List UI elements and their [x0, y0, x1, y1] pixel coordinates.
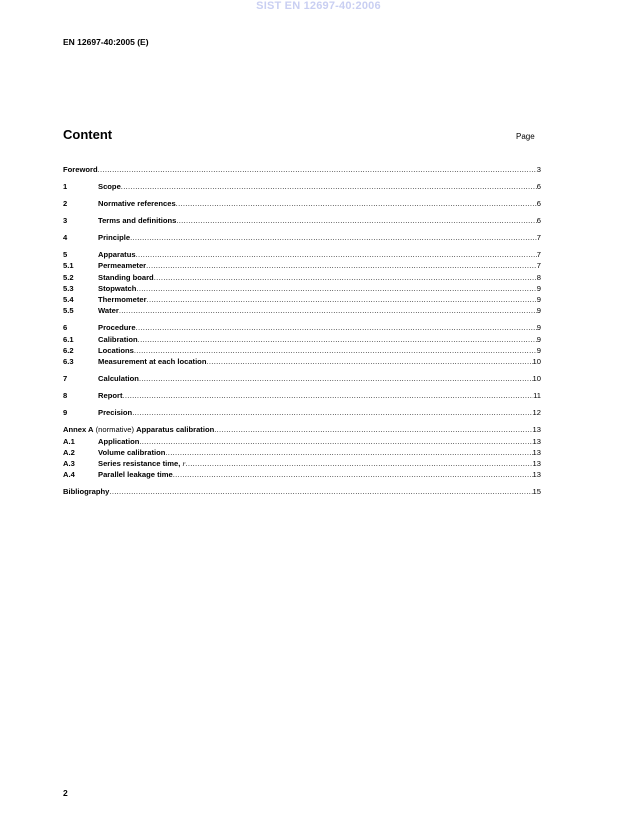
toc-title: Content	[63, 127, 113, 142]
toc-entry-principle[interactable]	[63, 232, 541, 243]
toc-entry-title: Report	[98, 391, 123, 401]
toc-entry-number: A.4	[63, 470, 75, 480]
toc-entry-title: Calibration	[98, 334, 138, 344]
toc-entry-number: 3	[63, 215, 68, 225]
toc-leader	[214, 424, 532, 435]
toc-entry-number: 9	[63, 408, 68, 418]
toc-entry-number: 6	[63, 323, 68, 333]
toc-entry-application[interactable]	[63, 436, 541, 447]
table-of-contents	[63, 164, 541, 498]
toc-leader	[122, 390, 533, 401]
toc-entry-title: Calculation	[98, 374, 139, 384]
watermark: SIST EN 12697-40:2006	[256, 0, 381, 12]
toc-entry-number: 6.1	[63, 334, 74, 344]
toc-entry-page: 7	[536, 261, 541, 271]
toc-entry-page: 6	[536, 215, 541, 225]
annex-title: Apparatus calibration	[136, 425, 215, 435]
toc-entry-normative-references[interactable]	[63, 198, 541, 209]
toc-entry-page: 13	[532, 436, 541, 446]
toc-entry-number: 8	[63, 391, 68, 401]
toc-entry-title: Parallel leakage time	[98, 470, 173, 480]
toc-entry-calibration[interactable]	[63, 334, 541, 345]
toc-entry-title: Volume calibration	[98, 447, 166, 457]
toc-entry-page: 7	[536, 232, 541, 242]
toc-entry-title: Measurement at each location	[98, 357, 207, 367]
toc-entry-title: Application	[98, 436, 140, 446]
toc-leader	[176, 215, 536, 226]
toc-leader	[165, 447, 532, 458]
toc-entry-apparatus[interactable]	[63, 249, 541, 260]
toc-entry-title: Principle	[98, 232, 131, 242]
toc-entry-page: 13	[532, 425, 541, 435]
toc-leader	[146, 260, 537, 271]
toc-entry-number: 7	[63, 374, 68, 384]
toc-leader	[176, 198, 537, 209]
toc-entry-title: Permeameter	[98, 261, 147, 271]
toc-entry-page: 6	[536, 198, 541, 208]
toc-entry-number: A.1	[63, 436, 75, 446]
toc-entry-title: Thermometer	[98, 295, 147, 305]
toc-entry-title	[98, 458, 185, 469]
toc-entry-page: 10	[532, 357, 541, 367]
toc-entry-symbol: r	[182, 459, 186, 469]
toc-entry-permeameter[interactable]	[63, 260, 541, 271]
toc-leader	[206, 356, 532, 367]
toc-leader	[136, 322, 537, 333]
toc-entry-scope[interactable]	[63, 181, 541, 192]
toc-entry-number: 5.2	[63, 272, 74, 282]
toc-leader	[136, 249, 537, 260]
toc-entry-water[interactable]	[63, 305, 541, 316]
toc-entry-title: Stopwatch	[98, 283, 137, 293]
toc-entry-thermometer[interactable]	[63, 294, 541, 305]
toc-entry-number: 2	[63, 198, 68, 208]
toc-entry-precision[interactable]	[63, 407, 541, 418]
toc-leader	[98, 164, 537, 175]
toc-entry-page: 10	[532, 374, 541, 384]
toc-entry-page: 9	[536, 306, 541, 316]
toc-entry-page: 13	[532, 459, 541, 469]
toc-entry-report[interactable]	[63, 390, 541, 401]
toc-entry-title	[63, 424, 214, 435]
toc-entry-title: Scope	[98, 181, 121, 191]
toc-entry-measurement[interactable]	[63, 356, 541, 367]
toc-entry-number: 5.4	[63, 295, 74, 305]
toc-entry-foreword[interactable]	[63, 164, 541, 175]
toc-leader	[134, 345, 537, 356]
toc-leader	[139, 373, 533, 384]
toc-entry-page: 11	[533, 391, 541, 401]
toc-entry-number: 1	[63, 181, 68, 191]
toc-entry-page: 9	[536, 295, 541, 305]
toc-entry-number: 5.5	[63, 306, 74, 316]
page-number: 2	[63, 788, 68, 798]
toc-entry-page: 8	[536, 272, 541, 282]
toc-entry-page: 12	[532, 408, 541, 418]
toc-entry-locations[interactable]	[63, 345, 541, 356]
document-id: EN 12697-40:2005 (E)	[63, 37, 149, 47]
toc-entry-page: 15	[532, 487, 541, 497]
toc-entry-title: Precision	[98, 408, 133, 418]
toc-leader	[132, 407, 532, 418]
toc-entry-number: 6.2	[63, 345, 74, 355]
toc-entry-number: 5.1	[63, 261, 74, 271]
toc-entry-page: 9	[536, 283, 541, 293]
toc-entry-page: 13	[532, 447, 541, 457]
toc-entry-number: 6.3	[63, 357, 74, 367]
toc-leader	[121, 181, 537, 192]
toc-entry-standing-board[interactable]	[63, 272, 541, 283]
toc-entry-terms-definitions[interactable]	[63, 215, 541, 226]
toc-leader	[138, 334, 537, 345]
toc-entry-title: Bibliography	[63, 487, 110, 497]
toc-entry-page: 13	[532, 470, 541, 480]
toc-leader	[147, 294, 537, 305]
toc-entry-calculation[interactable]	[63, 373, 541, 384]
toc-leader	[136, 283, 536, 294]
toc-entry-title: Terms and definitions	[98, 215, 177, 225]
toc-leader	[139, 436, 532, 447]
toc-entry-title: Water	[98, 306, 119, 316]
toc-entry-series-resistance[interactable]	[63, 458, 541, 469]
annex-label: Annex A	[63, 425, 94, 435]
toc-entry-parallel-leakage[interactable]	[63, 469, 541, 480]
toc-entry-volume-calibration[interactable]	[63, 447, 541, 458]
toc-leader	[109, 486, 532, 497]
toc-entry-number: 4	[63, 232, 68, 242]
toc-entry-page: 9	[536, 345, 541, 355]
toc-leader	[119, 305, 537, 316]
toc-entry-procedure[interactable]	[63, 322, 541, 333]
toc-entry-number: A.3	[63, 459, 75, 469]
toc-entry-bibliography[interactable]	[63, 486, 541, 497]
annex-note: (normative)	[93, 425, 137, 435]
toc-entry-annex-a[interactable]	[63, 424, 541, 435]
toc-entry-number: 5.3	[63, 283, 74, 293]
toc-entry-title: Normative references	[98, 198, 176, 208]
toc-entry-title: Procedure	[98, 323, 136, 333]
toc-entry-number: 5	[63, 249, 68, 259]
toc-entry-title: Apparatus	[98, 249, 136, 259]
toc-entry-title: Standing board	[98, 272, 154, 282]
toc-entry-title-text: Series resistance time,	[98, 459, 183, 469]
toc-entry-title: Locations	[98, 345, 134, 355]
toc-leader	[130, 232, 537, 243]
toc-page-label: Page	[516, 132, 535, 141]
toc-leader	[154, 272, 537, 283]
toc-entry-page: 6	[536, 181, 541, 191]
toc-leader	[173, 469, 533, 480]
toc-leader	[185, 458, 532, 469]
toc-entry-page: 9	[536, 323, 541, 333]
toc-entry-page: 9	[536, 334, 541, 344]
toc-entry-page: 7	[536, 249, 541, 259]
toc-entry-page: 3	[536, 165, 541, 174]
toc-entry-stopwatch[interactable]	[63, 283, 541, 294]
toc-entry-title: Foreword	[63, 165, 98, 174]
toc-entry-number: A.2	[63, 447, 75, 457]
